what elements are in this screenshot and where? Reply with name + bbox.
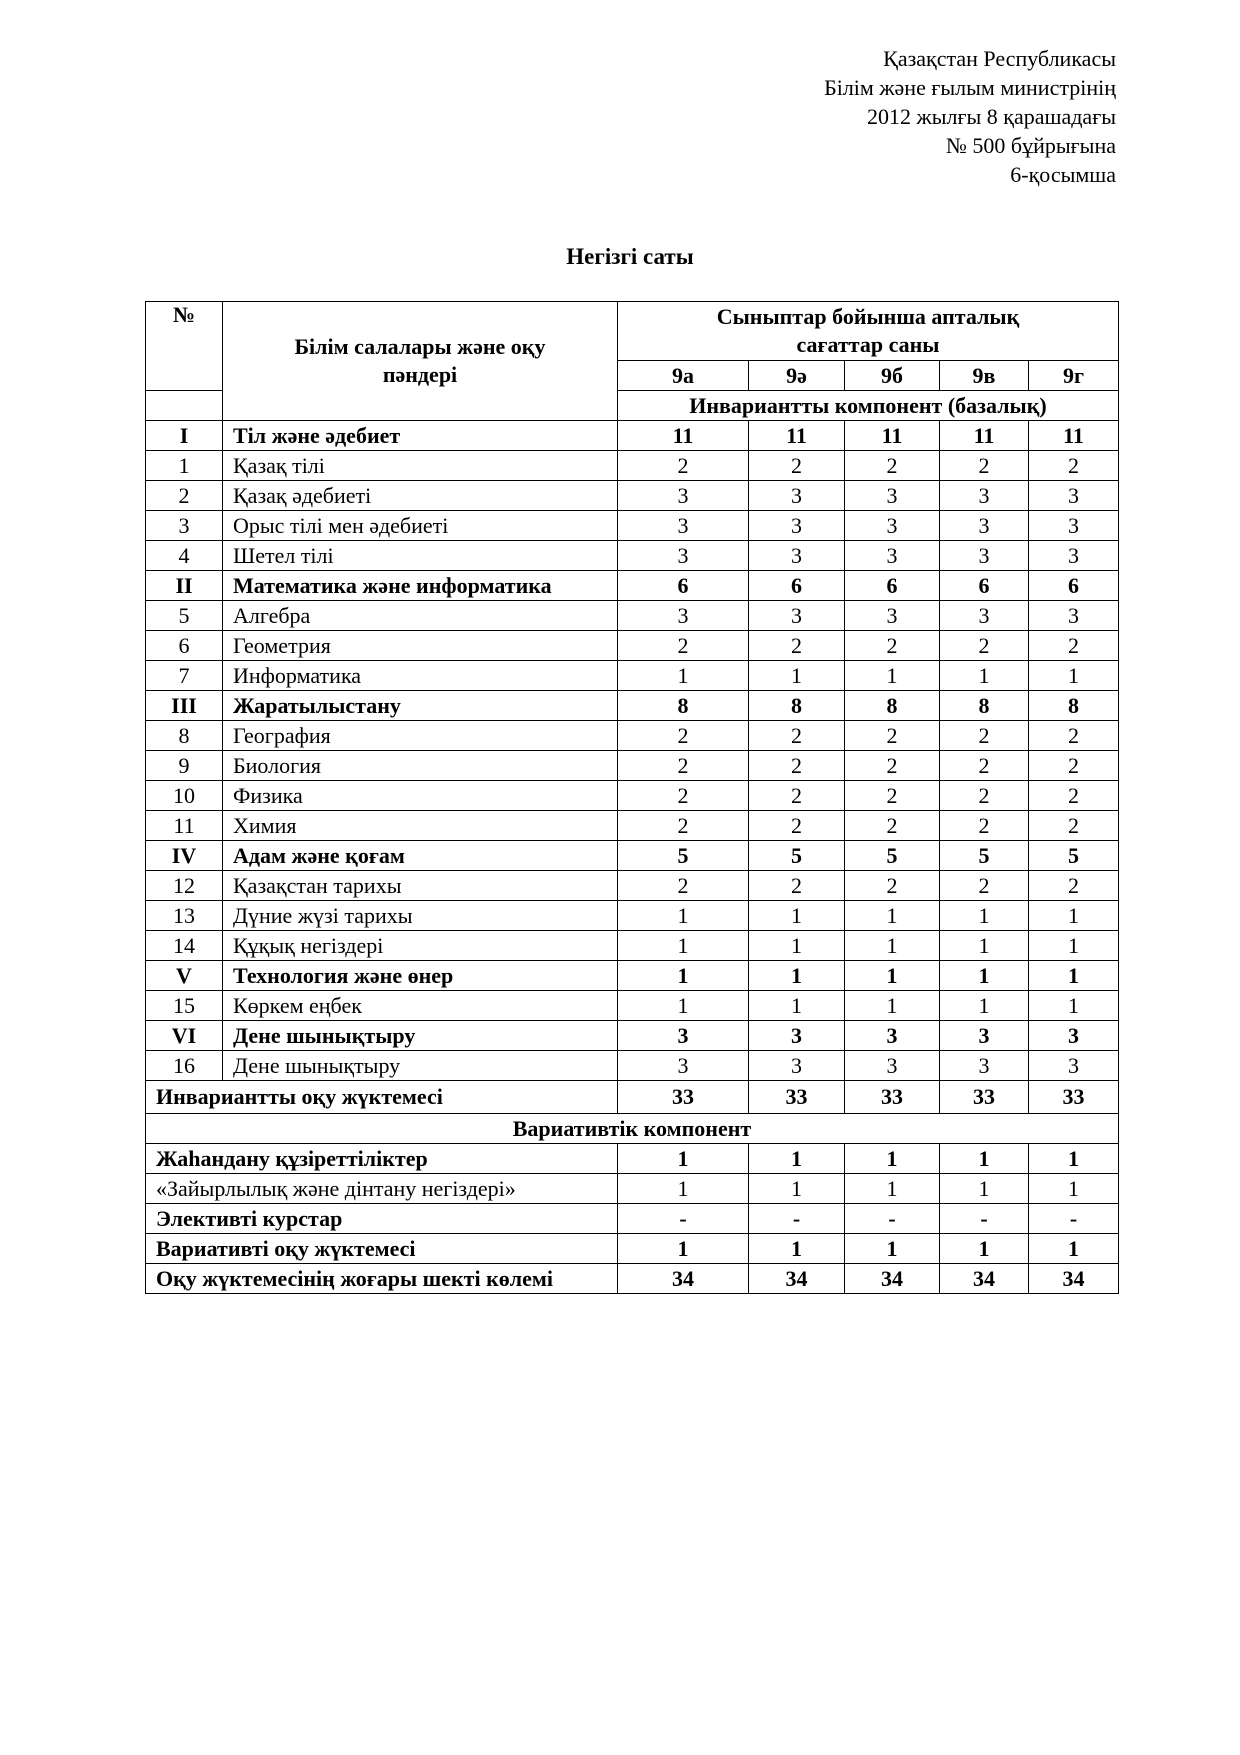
hours-value: 3: [940, 1051, 1029, 1081]
hours-value: 1: [749, 1174, 845, 1204]
class-header: 9ә: [749, 361, 845, 391]
table-row: [146, 931, 1119, 961]
col-number-header: №: [146, 302, 223, 391]
row-number: I: [146, 421, 223, 451]
hours-value: 3: [845, 541, 940, 571]
header-line: Білім және ғылым министрінің: [824, 75, 1116, 100]
table-row: [146, 901, 1119, 931]
variative-label: Вариативті оқу жүктемесі: [146, 1234, 618, 1264]
hours-value: 2: [618, 781, 749, 811]
hours-value: 3: [618, 1021, 749, 1051]
hours-value: 1: [618, 961, 749, 991]
hours-value: 3: [1029, 481, 1119, 511]
hours-value: 2: [749, 871, 845, 901]
table-row: [146, 991, 1119, 1021]
curriculum-table: [145, 301, 1119, 1294]
hours-value: 11: [618, 421, 749, 451]
hours-value: 33: [618, 1081, 749, 1114]
row-number: 15: [146, 991, 223, 1021]
table-row: [146, 661, 1119, 691]
hours-value: 1: [749, 1144, 845, 1174]
row-number: 6: [146, 631, 223, 661]
hours-value: 2: [749, 751, 845, 781]
hours-value: 6: [1029, 571, 1119, 601]
hours-value: 34: [940, 1264, 1029, 1294]
hours-value: 1: [845, 661, 940, 691]
table-row: [146, 1234, 1119, 1264]
subject-name: Көркем еңбек: [223, 991, 618, 1021]
hours-value: 1: [940, 901, 1029, 931]
table-row: [146, 1204, 1119, 1234]
table-row: [146, 1144, 1119, 1174]
empty-cell: [146, 391, 223, 421]
hours-value: 2: [618, 751, 749, 781]
subject-name: Информатика: [223, 661, 618, 691]
hours-value: 2: [940, 751, 1029, 781]
order-header: [824, 44, 1116, 189]
section-invariant: Инвариантты компонент (базалық): [618, 391, 1119, 421]
row-number: V: [146, 961, 223, 991]
class-header: 9г: [1029, 361, 1119, 391]
hours-value: 6: [618, 571, 749, 601]
hours-value: 3: [749, 601, 845, 631]
row-number: 7: [146, 661, 223, 691]
table-row: [146, 601, 1119, 631]
hours-value: 1: [618, 901, 749, 931]
subject-name: Адам және қоғам: [223, 841, 618, 871]
table-row: [146, 451, 1119, 481]
hours-value: 3: [940, 481, 1029, 511]
hours-value: 34: [1029, 1264, 1119, 1294]
table-row: [146, 751, 1119, 781]
hours-value: 1: [845, 901, 940, 931]
hours-value: 1: [618, 661, 749, 691]
hours-value: 1: [749, 991, 845, 1021]
hours-value: 3: [845, 1021, 940, 1051]
header-line: 2012 жылғы 8 қарашадағы: [867, 104, 1116, 129]
row-number: IV: [146, 841, 223, 871]
hours-value: 3: [749, 1051, 845, 1081]
subject-name: Дүние жүзі тарихы: [223, 901, 618, 931]
hours-value: 8: [845, 691, 940, 721]
hours-value: 33: [940, 1081, 1029, 1114]
table-row: [146, 1021, 1119, 1051]
hours-value: 1: [618, 1234, 749, 1264]
hours-value: 3: [618, 601, 749, 631]
row-number: 4: [146, 541, 223, 571]
hours-value: 1: [1029, 1234, 1119, 1264]
hours-value: 1: [1029, 1144, 1119, 1174]
subject-name: Биология: [223, 751, 618, 781]
table-row: [146, 1174, 1119, 1204]
subject-name: Қазақ әдебиеті: [223, 481, 618, 511]
hours-value: 1: [940, 1144, 1029, 1174]
section-variative: Вариативтік компонент: [146, 1114, 1119, 1144]
row-number: 16: [146, 1051, 223, 1081]
hours-value: 3: [1029, 541, 1119, 571]
hours-value: 1: [618, 991, 749, 1021]
table-row: [146, 1264, 1119, 1294]
hours-value: 2: [845, 781, 940, 811]
hours-value: 3: [940, 601, 1029, 631]
header-line: 6-қосымша: [1010, 162, 1116, 187]
hours-value: 2: [1029, 751, 1119, 781]
hours-value: 8: [1029, 691, 1119, 721]
subject-name: Орыс тілі мен әдебиеті: [223, 511, 618, 541]
table-row: [146, 481, 1119, 511]
table-row: [146, 541, 1119, 571]
table-row: [146, 781, 1119, 811]
hours-value: 3: [618, 1051, 749, 1081]
hours-value: 3: [749, 511, 845, 541]
hours-value: 1: [618, 1144, 749, 1174]
class-header: 9а: [618, 361, 749, 391]
hours-value: 34: [618, 1264, 749, 1294]
hours-value: 1: [1029, 961, 1119, 991]
hours-value: 1: [1029, 901, 1119, 931]
row-number: 14: [146, 931, 223, 961]
hours-value: 5: [845, 841, 940, 871]
hours-value: 11: [1029, 421, 1119, 451]
hours-value: -: [749, 1204, 845, 1234]
hours-value: 3: [940, 541, 1029, 571]
hours-value: 2: [618, 721, 749, 751]
hours-value: -: [940, 1204, 1029, 1234]
hours-value: 1: [940, 991, 1029, 1021]
hours-value: 1: [749, 661, 845, 691]
row-number: 10: [146, 781, 223, 811]
variative-label: «Зайырлылық және дінтану негіздері»: [146, 1174, 618, 1204]
variative-label: Оқу жүктемесінің жоғары шекті көлемі: [146, 1264, 618, 1294]
hours-value: 6: [749, 571, 845, 601]
hours-value: 6: [940, 571, 1029, 601]
hours-value: 1: [749, 931, 845, 961]
hours-value: 1: [940, 1174, 1029, 1204]
hours-value: 1: [1029, 991, 1119, 1021]
hours-value: 1: [940, 961, 1029, 991]
hours-value: 1: [940, 661, 1029, 691]
hours-value: 2: [1029, 811, 1119, 841]
hours-value: 3: [940, 511, 1029, 541]
table-row: [146, 811, 1119, 841]
subject-name: Шетел тілі: [223, 541, 618, 571]
table-row: [146, 841, 1119, 871]
hours-value: 8: [749, 691, 845, 721]
hours-value: 11: [940, 421, 1029, 451]
hours-value: 2: [845, 631, 940, 661]
hours-value: 3: [749, 481, 845, 511]
hours-value: 1: [1029, 1174, 1119, 1204]
row-number: III: [146, 691, 223, 721]
hours-value: 1: [845, 1234, 940, 1264]
subject-name: Тіл және әдебиет: [223, 421, 618, 451]
hours-value: 5: [1029, 841, 1119, 871]
hours-value: 5: [940, 841, 1029, 871]
hours-value: 2: [618, 631, 749, 661]
table-row: [146, 721, 1119, 751]
col-subject-header: Білім салалары және оқу пәндері: [223, 302, 618, 421]
hours-value: 8: [618, 691, 749, 721]
hours-value: 1: [845, 1174, 940, 1204]
hours-value: 2: [845, 751, 940, 781]
subject-name: География: [223, 721, 618, 751]
hours-value: 3: [940, 1021, 1029, 1051]
hours-value: 3: [618, 481, 749, 511]
hours-value: 3: [1029, 1051, 1119, 1081]
subject-name: Құқық негіздері: [223, 931, 618, 961]
hours-value: 1: [845, 991, 940, 1021]
hours-value: 1: [845, 931, 940, 961]
hours-value: 2: [749, 451, 845, 481]
hours-value: 2: [1029, 871, 1119, 901]
row-number: VI: [146, 1021, 223, 1051]
row-number: 13: [146, 901, 223, 931]
subject-name: Химия: [223, 811, 618, 841]
hours-value: 2: [618, 871, 749, 901]
table-row: [146, 571, 1119, 601]
hours-value: 33: [1029, 1081, 1119, 1114]
hours-value: 3: [1029, 601, 1119, 631]
invariant-total-row: [146, 1081, 1119, 1114]
hours-value: 2: [845, 811, 940, 841]
hours-value: 2: [1029, 781, 1119, 811]
hours-value: 2: [749, 811, 845, 841]
hours-value: 2: [749, 721, 845, 751]
subject-name: Алгебра: [223, 601, 618, 631]
hours-value: 3: [618, 511, 749, 541]
row-number: 8: [146, 721, 223, 751]
subject-name: Геометрия: [223, 631, 618, 661]
variative-label: Элективті курстар: [146, 1204, 618, 1234]
hours-value: 1: [618, 1174, 749, 1204]
hours-value: -: [1029, 1204, 1119, 1234]
subject-name: Дене шынықтыру: [223, 1021, 618, 1051]
hours-value: 5: [618, 841, 749, 871]
row-number: 11: [146, 811, 223, 841]
hours-value: 5: [749, 841, 845, 871]
row-number: 1: [146, 451, 223, 481]
hours-value: 1: [1029, 931, 1119, 961]
hours-value: 1: [1029, 661, 1119, 691]
hours-value: 2: [845, 451, 940, 481]
col-hours-header: Сыныптар бойынша апталық сағаттар саны: [618, 302, 1119, 361]
hours-value: 2: [1029, 631, 1119, 661]
hours-value: 8: [940, 691, 1029, 721]
subject-name: Физика: [223, 781, 618, 811]
hours-value: 3: [845, 481, 940, 511]
hours-value: 2: [940, 811, 1029, 841]
hours-value: 2: [940, 721, 1029, 751]
subject-name: Қазақ тілі: [223, 451, 618, 481]
hours-value: 2: [940, 451, 1029, 481]
hours-value: 34: [845, 1264, 940, 1294]
hours-value: 3: [845, 601, 940, 631]
subject-name: Технология және өнер: [223, 961, 618, 991]
hours-value: 3: [749, 541, 845, 571]
table-row: [146, 961, 1119, 991]
subject-name: Математика және информатика: [223, 571, 618, 601]
subject-name: Дене шынықтыру: [223, 1051, 618, 1081]
header-line: Қазақстан Республикасы: [883, 46, 1116, 71]
table-row: [146, 631, 1119, 661]
class-header: 9в: [940, 361, 1029, 391]
table-row: [146, 511, 1119, 541]
row-number: 5: [146, 601, 223, 631]
hours-value: 6: [845, 571, 940, 601]
subject-name: Жаратылыстану: [223, 691, 618, 721]
hours-value: 2: [1029, 721, 1119, 751]
section-row: [146, 1114, 1119, 1144]
hours-value: 33: [845, 1081, 940, 1114]
hours-value: 1: [845, 961, 940, 991]
hours-value: 2: [940, 781, 1029, 811]
hours-value: 3: [749, 1021, 845, 1051]
hours-value: 3: [845, 511, 940, 541]
hours-value: 1: [749, 1234, 845, 1264]
subject-name: Қазақстан тарихы: [223, 871, 618, 901]
hours-value: 2: [749, 781, 845, 811]
row-number: 3: [146, 511, 223, 541]
header-line: № 500 бұйрығына: [945, 133, 1116, 158]
row-number: 2: [146, 481, 223, 511]
hours-value: 3: [1029, 511, 1119, 541]
class-header: 9б: [845, 361, 940, 391]
hours-value: 2: [749, 631, 845, 661]
hours-value: 1: [618, 931, 749, 961]
hours-value: 1: [940, 1234, 1029, 1264]
hours-value: 34: [749, 1264, 845, 1294]
table-row: [146, 421, 1119, 451]
hours-value: 3: [845, 1051, 940, 1081]
variative-label: Жаһандану құзіреттіліктер: [146, 1144, 618, 1174]
hours-value: -: [845, 1204, 940, 1234]
hours-value: 1: [845, 1144, 940, 1174]
hours-value: 33: [749, 1081, 845, 1114]
hours-value: 2: [940, 631, 1029, 661]
hours-value: 3: [1029, 1021, 1119, 1051]
page-title: Негізгі саты: [566, 244, 694, 269]
table-row: [146, 1051, 1119, 1081]
row-number: 12: [146, 871, 223, 901]
hours-value: 1: [749, 901, 845, 931]
hours-value: 11: [845, 421, 940, 451]
hours-value: 3: [618, 541, 749, 571]
hours-value: 1: [749, 961, 845, 991]
row-number: II: [146, 571, 223, 601]
table-row: [146, 691, 1119, 721]
hours-value: 2: [618, 811, 749, 841]
row-number: 9: [146, 751, 223, 781]
hours-value: 2: [845, 871, 940, 901]
hours-value: 2: [845, 721, 940, 751]
hours-value: 2: [940, 871, 1029, 901]
hours-value: 2: [1029, 451, 1119, 481]
invariant-total-label: Инвариантты оқу жүктемесі: [146, 1081, 618, 1114]
hours-value: 11: [749, 421, 845, 451]
hours-value: 2: [618, 451, 749, 481]
table-row: [146, 871, 1119, 901]
hours-value: 1: [940, 931, 1029, 961]
hours-value: -: [618, 1204, 749, 1234]
